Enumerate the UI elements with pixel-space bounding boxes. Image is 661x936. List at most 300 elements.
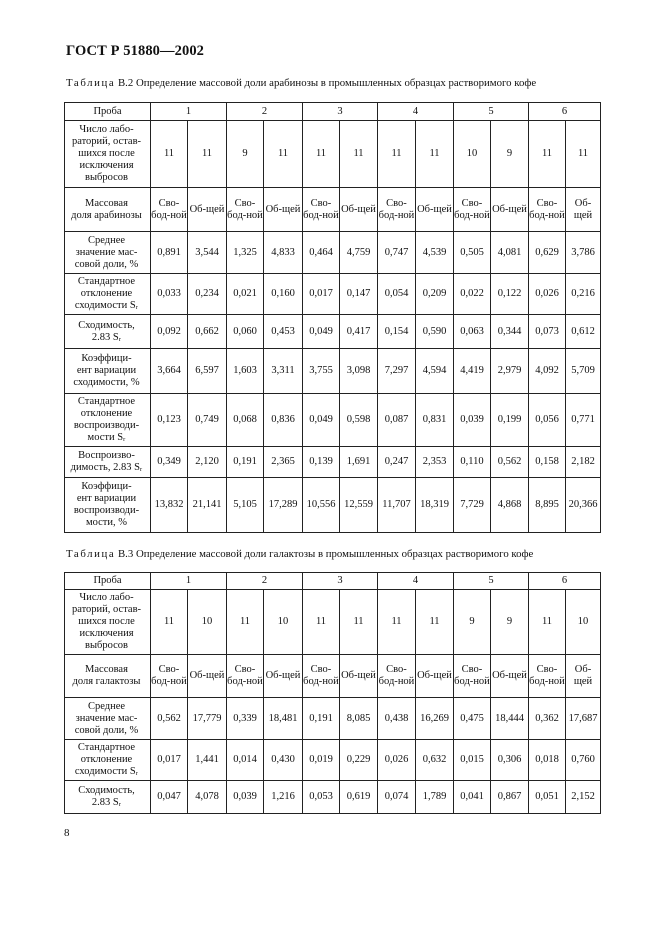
row-label-line: 2.83 Sᵣ <box>91 797 122 808</box>
table-row <box>65 394 601 447</box>
cell-value: 0,453 <box>264 315 303 349</box>
cell-value: 3,786 <box>566 232 601 274</box>
cell-value: 0,199 <box>491 394 529 447</box>
free-label-line: Сво- <box>158 197 180 209</box>
row-label-line: совой доли, % <box>74 258 139 270</box>
free-label-line: бод- <box>378 209 398 221</box>
cell-value: 0,831 <box>416 394 454 447</box>
row-label-line: отклонение <box>80 408 133 419</box>
cell-value: 0,234 <box>188 274 227 315</box>
total-label-line: Об- <box>341 203 358 215</box>
total-label-line: щей <box>206 670 225 681</box>
cell-value: 0,209 <box>416 274 454 315</box>
table-b2 <box>64 102 601 533</box>
cell-value: 0,018 <box>529 740 566 781</box>
cell-value: 2,979 <box>491 349 529 394</box>
free-label <box>378 655 416 698</box>
total-label-line: щей <box>357 670 376 681</box>
labs-value: 9 <box>454 590 491 655</box>
cell-value: 0,073 <box>529 315 566 349</box>
cell-value: 4,594 <box>416 349 454 394</box>
total-label <box>416 655 454 698</box>
table-row <box>65 698 601 740</box>
labs-row <box>65 121 601 188</box>
labs-label-line: Число лабо- <box>79 124 134 135</box>
cell-value: 0,092 <box>151 315 188 349</box>
cell-value: 0,049 <box>303 394 340 447</box>
cell-value: 0,041 <box>454 781 491 814</box>
cell-value: 0,417 <box>340 315 378 349</box>
labs-value: 9 <box>491 590 529 655</box>
free-label-line: ной <box>246 676 263 687</box>
row-label-line: воспроизводи- <box>73 420 140 431</box>
cell-value: 0,053 <box>303 781 340 814</box>
sample-number: 6 <box>529 103 601 121</box>
sample-number: 4 <box>378 103 454 121</box>
cell-value: 3,098 <box>340 349 378 394</box>
row-label-line: совой доли, % <box>74 724 139 736</box>
cell-value: 8,895 <box>529 478 566 533</box>
labs-value: 11 <box>303 590 340 655</box>
row-label-line: 2.83 Sᵣ <box>91 331 122 343</box>
cell-value: 0,017 <box>151 740 188 781</box>
labs-value: 11 <box>340 121 378 188</box>
free-label-line: Сво- <box>461 664 483 675</box>
row-label-line: Стандартное <box>77 396 136 407</box>
table-row <box>65 447 601 478</box>
row-label-line: ент вариации <box>76 493 137 504</box>
total-label <box>188 655 227 698</box>
fraction-row <box>65 655 601 698</box>
total-label-line: щей <box>206 203 225 215</box>
fraction-row <box>65 188 601 232</box>
cell-value: 0,362 <box>529 698 566 740</box>
free-label-line: Сво- <box>536 197 558 209</box>
cell-value: 0,247 <box>378 447 416 478</box>
total-label <box>566 655 601 698</box>
cell-value: 4,868 <box>491 478 529 533</box>
cell-value: 0,015 <box>454 740 491 781</box>
free-label-line: Сво- <box>310 664 332 675</box>
cell-value: 1,789 <box>416 781 454 814</box>
cell-value: 17,289 <box>264 478 303 533</box>
total-label-line: Об- <box>417 203 434 215</box>
labs-value: 9 <box>491 121 529 188</box>
cell-value: 0,063 <box>454 315 491 349</box>
labs-value: 11 <box>378 121 416 188</box>
total-label <box>491 188 529 232</box>
total-label-line: Об- <box>189 203 207 215</box>
row-label <box>65 698 151 740</box>
row-label-line: значение мас- <box>75 712 138 724</box>
cell-value: 6,597 <box>188 349 227 394</box>
row-label-line: мости, % <box>85 517 128 528</box>
cell-value: 4,759 <box>340 232 378 274</box>
cell-value: 0,158 <box>529 447 566 478</box>
header-label-cell: Проба <box>65 573 151 590</box>
cell-value: 0,087 <box>378 394 416 447</box>
cell-value: 16,269 <box>416 698 454 740</box>
free-label <box>303 188 340 232</box>
cell-value: 0,464 <box>303 232 340 274</box>
labs-value: 11 <box>151 590 188 655</box>
free-label-line: ной <box>170 209 187 221</box>
free-label <box>151 655 188 698</box>
cell-value: 0,344 <box>491 315 529 349</box>
cell-value: 0,039 <box>227 781 264 814</box>
free-label-line: Сво- <box>386 664 407 675</box>
labs-value: 9 <box>227 121 264 188</box>
labs-value: 11 <box>566 121 601 188</box>
free-label-line: ной <box>548 676 565 687</box>
row-label-line: сходимости Sᵣ <box>74 766 139 777</box>
total-label-line: щей <box>433 203 452 215</box>
row-label-line: Сходимость, <box>78 785 135 796</box>
cell-value: 0,598 <box>340 394 378 447</box>
row-label-line: Коэффици- <box>81 353 132 364</box>
free-label-line: бод- <box>454 676 474 687</box>
labs-label <box>65 590 151 655</box>
total-label-line: Об- <box>265 670 283 681</box>
total-label-line: Об- <box>574 664 592 675</box>
free-label <box>227 188 264 232</box>
cell-value: 4,539 <box>416 232 454 274</box>
cell-value: 4,833 <box>264 232 303 274</box>
labs-label-line: Число лабо- <box>79 592 134 603</box>
cell-value: 0,891 <box>151 232 188 274</box>
header-label-cell: Проба <box>65 103 151 121</box>
labs-value: 10 <box>188 590 227 655</box>
labs-label-line: раторий, остав- <box>71 604 142 615</box>
cell-value: 0,632 <box>416 740 454 781</box>
labs-value: 11 <box>303 121 340 188</box>
fraction-label-line: Массовая <box>85 197 128 209</box>
row-label-line: сходимости Sᵣ <box>74 300 139 311</box>
labs-label-line: исключения <box>79 628 134 639</box>
free-label-line: Сво- <box>536 664 558 675</box>
row-label-line: воспроизводи- <box>73 505 140 516</box>
cell-value: 7,729 <box>454 478 491 533</box>
cell-value: 3,664 <box>151 349 188 394</box>
cell-value: 0,191 <box>303 698 340 740</box>
cell-value: 0,867 <box>491 781 529 814</box>
row-label-line: сходимости, % <box>73 377 140 388</box>
cell-value: 0,438 <box>378 698 416 740</box>
free-label-line: Сво- <box>310 197 332 209</box>
free-label-line: Сво- <box>234 197 256 209</box>
labs-value: 11 <box>151 121 188 188</box>
labs-value: 11 <box>340 590 378 655</box>
fraction-label <box>65 655 151 698</box>
cell-value: 10,556 <box>303 478 340 533</box>
cell-value: 0,154 <box>378 315 416 349</box>
cell-value: 0,629 <box>529 232 566 274</box>
sample-number: 1 <box>151 103 227 121</box>
total-label <box>264 188 303 232</box>
table-row <box>65 478 601 533</box>
free-label-line: ной <box>322 676 339 687</box>
total-label <box>566 188 601 232</box>
free-label-line: Сво- <box>386 197 407 209</box>
row-label-line: мости Sᵣ <box>87 432 126 443</box>
cell-value: 0,054 <box>378 274 416 315</box>
page-number: 8 <box>64 827 70 839</box>
cell-value: 3,544 <box>188 232 227 274</box>
cell-value: 17,779 <box>188 698 227 740</box>
labs-label-line: исключения <box>79 160 134 171</box>
document-title: ГОСТ Р 51880—2002 <box>66 43 205 59</box>
total-label-line: Об- <box>189 670 207 681</box>
cell-value: 0,051 <box>529 781 566 814</box>
free-label <box>151 188 188 232</box>
cell-value: 2,353 <box>416 447 454 478</box>
cell-value: 0,049 <box>303 315 340 349</box>
row-label-line: отклонение <box>80 288 133 299</box>
total-label-line: Об- <box>341 670 358 681</box>
free-label-line: ной <box>397 209 415 221</box>
cell-value: 0,056 <box>529 394 566 447</box>
cell-value: 0,747 <box>378 232 416 274</box>
total-label <box>491 655 529 698</box>
cell-value: 0,047 <box>151 781 188 814</box>
total-label <box>340 188 378 232</box>
row-label <box>65 394 151 447</box>
table-row <box>65 274 601 315</box>
row-label-line: димость, 2.83 Sᵣ <box>70 462 143 473</box>
cell-value: 0,039 <box>454 394 491 447</box>
cell-value: 1,441 <box>188 740 227 781</box>
cell-value: 0,662 <box>188 315 227 349</box>
free-label-line: Сво- <box>461 197 483 209</box>
free-label-line: бод- <box>303 209 323 221</box>
free-label-line: бод- <box>454 209 474 221</box>
total-label-line: Об- <box>574 197 592 209</box>
free-label-line: ной <box>397 676 415 687</box>
free-label <box>454 188 491 232</box>
cell-value: 17,687 <box>566 698 601 740</box>
free-label-line: бод- <box>529 209 549 221</box>
cell-value: 0,068 <box>227 394 264 447</box>
free-label <box>454 655 491 698</box>
cell-value: 0,160 <box>264 274 303 315</box>
total-label-line: щей <box>282 670 301 681</box>
table-b3 <box>64 572 601 814</box>
cell-value: 0,074 <box>378 781 416 814</box>
sample-number: 5 <box>454 573 529 590</box>
cell-value: 0,562 <box>151 698 188 740</box>
row-label <box>65 232 151 274</box>
table-row <box>65 315 601 349</box>
cell-value: 0,339 <box>227 698 264 740</box>
row-label-line: Среднее <box>87 234 126 246</box>
cell-value: 1,603 <box>227 349 264 394</box>
free-label-line: ной <box>170 676 187 687</box>
fraction-label-line: доля арабинозы <box>71 209 142 221</box>
cell-value: 0,760 <box>566 740 601 781</box>
row-label <box>65 478 151 533</box>
free-label-line: бод- <box>227 676 247 687</box>
total-label <box>340 655 378 698</box>
cell-value: 2,152 <box>566 781 601 814</box>
cell-value: 12,559 <box>340 478 378 533</box>
cell-value: 0,619 <box>340 781 378 814</box>
total-label-line: щей <box>508 670 527 681</box>
free-label-line: ной <box>473 209 490 221</box>
cell-value: 0,022 <box>454 274 491 315</box>
free-label-line: ной <box>246 209 263 221</box>
free-label <box>303 655 340 698</box>
labs-value: 11 <box>529 590 566 655</box>
cell-value: 0,590 <box>416 315 454 349</box>
cell-value: 0,505 <box>454 232 491 274</box>
total-label-line: Об- <box>492 203 509 215</box>
free-label <box>529 655 566 698</box>
cell-value: 0,771 <box>566 394 601 447</box>
cell-value: 0,430 <box>264 740 303 781</box>
total-label-line: Об- <box>417 670 434 681</box>
labs-value: 11 <box>264 121 303 188</box>
cell-value: 1,325 <box>227 232 264 274</box>
table-b3-caption: Таблица В.3 Определение массовой доли галактозы в промышленных образцах растворимого кофе <box>66 548 534 560</box>
cell-value: 0,147 <box>340 274 378 315</box>
cell-value: 0,019 <box>303 740 340 781</box>
row-label <box>65 349 151 394</box>
cell-value: 0,033 <box>151 274 188 315</box>
fraction-label <box>65 188 151 232</box>
cell-value: 2,182 <box>566 447 601 478</box>
fraction-label-line: Массовая <box>85 664 128 675</box>
labs-value: 11 <box>416 590 454 655</box>
cell-value: 20,366 <box>566 478 601 533</box>
labs-value: 10 <box>264 590 303 655</box>
sample-number: 3 <box>303 573 378 590</box>
labs-value: 11 <box>227 590 264 655</box>
total-label <box>188 188 227 232</box>
header-row <box>65 573 601 590</box>
free-label-line: Сво- <box>234 664 256 675</box>
labs-label-line: выбросов <box>85 172 128 183</box>
cell-value: 0,014 <box>227 740 264 781</box>
cell-value: 0,229 <box>340 740 378 781</box>
row-label-line: Коэффици- <box>81 481 132 492</box>
total-label-line: щей <box>433 670 452 681</box>
total-label-line: щей <box>508 203 527 215</box>
cell-value: 3,311 <box>264 349 303 394</box>
row-label-line: Стандартное <box>77 276 136 287</box>
cell-value: 5,105 <box>227 478 264 533</box>
cell-value: 18,444 <box>491 698 529 740</box>
labs-value: 11 <box>188 121 227 188</box>
sample-number: 2 <box>227 103 303 121</box>
row-label <box>65 315 151 349</box>
sample-number: 1 <box>151 573 227 590</box>
cell-value: 1,691 <box>340 447 378 478</box>
labs-value: 11 <box>378 590 416 655</box>
labs-label-line: шихся после <box>78 148 135 159</box>
cell-value: 0,749 <box>188 394 227 447</box>
cell-value: 0,123 <box>151 394 188 447</box>
cell-value: 1,216 <box>264 781 303 814</box>
free-label <box>378 188 416 232</box>
labs-value: 11 <box>529 121 566 188</box>
cell-value: 21,141 <box>188 478 227 533</box>
row-label <box>65 781 151 814</box>
cell-value: 2,120 <box>188 447 227 478</box>
labs-value: 10 <box>454 121 491 188</box>
cell-value: 2,365 <box>264 447 303 478</box>
cell-value: 0,216 <box>566 274 601 315</box>
cell-value: 5,709 <box>566 349 601 394</box>
cell-value: 0,349 <box>151 447 188 478</box>
cell-value: 0,021 <box>227 274 264 315</box>
cell-value: 0,026 <box>378 740 416 781</box>
cell-value: 11,707 <box>378 478 416 533</box>
cell-value: 18,481 <box>264 698 303 740</box>
free-label-line: бод- <box>529 676 549 687</box>
free-label-line: ной <box>548 209 565 221</box>
cell-value: 0,475 <box>454 698 491 740</box>
cell-value: 13,832 <box>151 478 188 533</box>
sample-number: 2 <box>227 573 303 590</box>
free-label-line: ной <box>473 676 490 687</box>
total-label <box>264 655 303 698</box>
labs-value: 11 <box>416 121 454 188</box>
sample-number: 6 <box>529 573 601 590</box>
cell-value: 7,297 <box>378 349 416 394</box>
cell-value: 0,017 <box>303 274 340 315</box>
row-label <box>65 447 151 478</box>
total-label-line: щей <box>573 676 593 687</box>
cell-value: 4,078 <box>188 781 227 814</box>
row-label-line: Стандартное <box>77 742 136 753</box>
sample-number: 3 <box>303 103 378 121</box>
sample-number: 5 <box>454 103 529 121</box>
free-label-line: бод- <box>303 676 323 687</box>
free-label-line: Сво- <box>158 664 180 675</box>
free-label <box>529 188 566 232</box>
free-label-line: бод- <box>378 676 398 687</box>
free-label-line: бод- <box>151 676 171 687</box>
sample-number: 4 <box>378 573 454 590</box>
row-label <box>65 740 151 781</box>
fraction-label-line: доля галактозы <box>72 676 141 687</box>
table-row <box>65 232 601 274</box>
cell-value: 4,081 <box>491 232 529 274</box>
cell-value: 18,319 <box>416 478 454 533</box>
free-label-line: бод- <box>151 209 171 221</box>
cell-value: 0,122 <box>491 274 529 315</box>
cell-value: 0,612 <box>566 315 601 349</box>
row-label-line: Воспроизво- <box>78 450 135 461</box>
labs-value: 10 <box>566 590 601 655</box>
cell-value: 0,562 <box>491 447 529 478</box>
labs-label-line: шихся после <box>78 616 135 627</box>
total-label-line: щей <box>573 209 593 221</box>
total-label-line: Об- <box>265 203 283 215</box>
free-label <box>227 655 264 698</box>
cell-value: 0,836 <box>264 394 303 447</box>
cell-value: 0,191 <box>227 447 264 478</box>
cell-value: 0,139 <box>303 447 340 478</box>
row-label-line: значение мас- <box>75 246 138 258</box>
labs-label <box>65 121 151 188</box>
row-label-line: Среднее <box>87 700 126 712</box>
row-label-line: Сходимость, <box>78 319 135 331</box>
labs-row <box>65 590 601 655</box>
cell-value: 4,092 <box>529 349 566 394</box>
row-label <box>65 274 151 315</box>
total-label-line: щей <box>282 203 301 215</box>
